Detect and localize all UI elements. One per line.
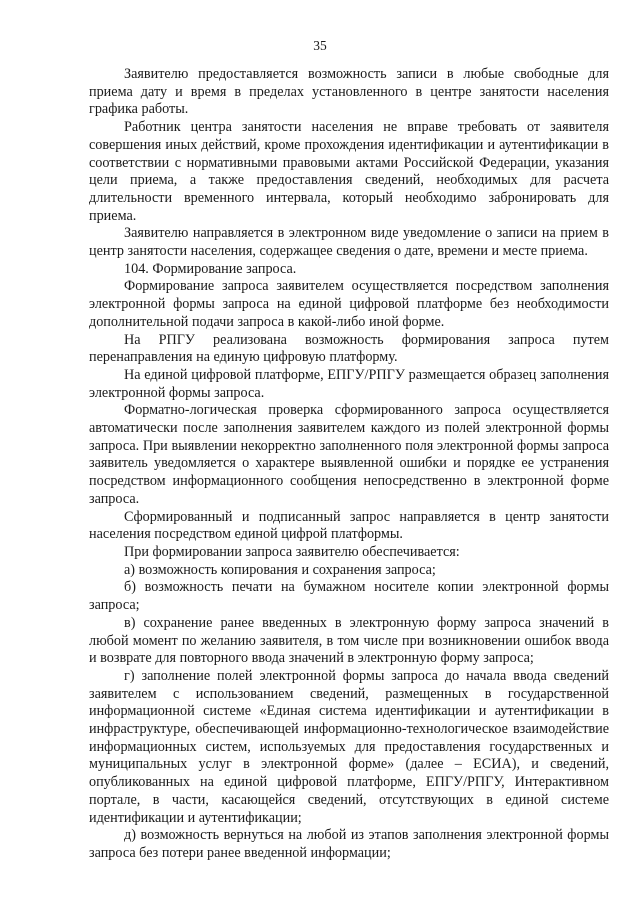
list-item-b: б) возможность печати на бумажном носителе копии электронной формы запроса;: [89, 579, 609, 614]
list-item-v: в) сохранение ранее введенных в электронную форму запроса значений в любой момент по желанию заявителя, в том числе при возникновении ошибок ввода и возврате для повторного ввода значений в электронную форму запроса;: [89, 614, 609, 667]
paragraph-provisions-intro: При формировании запроса заявителю обеспечивается:: [124, 543, 460, 560]
paragraph-format-check: Форматно-логическая проверка сформированного запроса осуществляется автоматически после заполнения заявителем каждого из полей электронной формы запроса. При выявлении некорректно заполненного поля электронной формы запроса заявитель уведомляется о характере выявленной ошибки и порядке ее устранения посредством информационного сообщения непосредственно в электронной форме запроса.: [89, 402, 609, 507]
paragraph-booking-notification: Заявителю направляется в электронном виде уведомление о записи на прием в центр занятости населения, содержащее сведения о дате, времени и месте приема.: [89, 225, 609, 260]
paragraph-sample-form: На единой цифровой платформе, ЕПГУ/РПГУ размещается образец заполнения электронной формы запроса.: [89, 366, 609, 401]
list-item-d: д) возможность вернуться на любой из этапов заполнения электронной формы запроса без потери ранее введенной информации;: [89, 827, 609, 861]
page-number: 35: [313, 38, 327, 53]
list-item-a: а) возможность копирования и сохранения запроса;: [124, 561, 436, 578]
document-body: [89, 66, 609, 863]
paragraph-booking-availability: Заявителю предоставляется возможность записи в любые свободные для приема дату и время в пределах установленного в центре занятости населения графика работы.: [89, 66, 609, 118]
section-heading-104: 104. Формирование запроса.: [124, 260, 297, 277]
paragraph-employee-restrictions: Работник центра занятости населения не вправе требовать от заявителя совершения иных действий, кроме прохождения идентификации и аутентификации в соответствии с нормативными правовыми актами Российской Федерации, указания цели приема, а также предоставления сведений, необходимых для расчета длительности временного интервала, который необходимо забронировать для приема.: [89, 119, 609, 224]
list-item-g: г) заполнение полей электронной формы запроса до начала ввода сведений заявителем с использованием сведений, размещенных в государственной информационной системе «Единая система идентификации и аутентификации в инфраструктуре, обеспечивающей информационно-технологическое взаимодействие информационных систем, используемых для предоставления государственных и муниципальных услуг в электронной форме» (далее – ЕСИА), и сведений, опубликованных на единой цифровой платформе, ЕПГУ/РПГУ, Интерактивном портале, в части, касающейся сведений, отсутствующих в единой системе идентификации и аутентификации;: [89, 667, 609, 826]
paragraph-rpgu-redirect: На РПГУ реализована возможность формирования запроса путем перенаправления на единую цифровую платформу.: [89, 331, 609, 366]
paragraph-request-sending: Сформированный и подписанный запрос направляется в центр занятости населения посредством единой цифрой платформы.: [89, 508, 609, 543]
paragraph-request-formation: Формирование запроса заявителем осуществляется посредством заполнения электронной формы запроса на единой цифровой платформе без необходимости дополнительной подачи запроса в какой-либо иной форме.: [89, 278, 609, 330]
